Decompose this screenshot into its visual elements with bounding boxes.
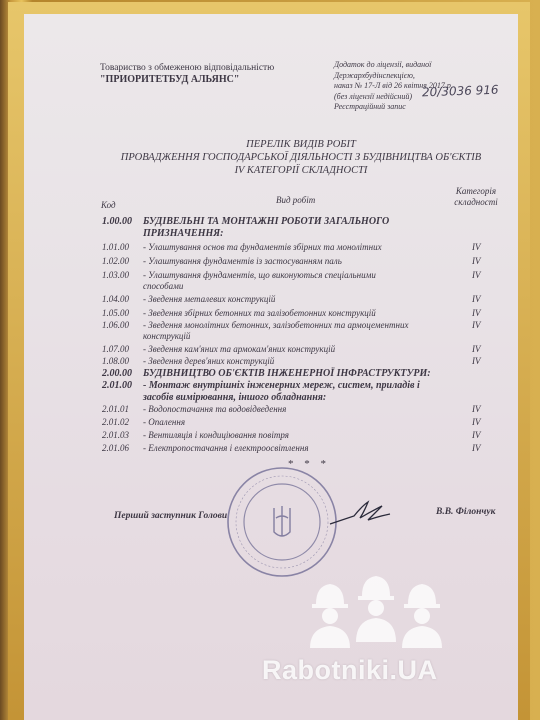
header-category: [446, 186, 506, 208]
row-text: БУДІВЕЛЬНІ ТА МОНТАЖНІ РОБОТИ ЗАГАЛЬНОГО ПРИЗНАЧЕННЯ:: [143, 216, 390, 239]
document-title: [106, 138, 496, 177]
row-code: 2.01.03: [102, 430, 129, 440]
row-text: - Улаштування фундаментів із застосуванням паль: [143, 256, 342, 266]
title-line3: IV КАТЕГОРІЇ СКЛАДНОСТІ: [234, 165, 368, 176]
row-category: IV: [472, 404, 481, 414]
row-code: 1.05.00: [102, 308, 129, 318]
row-text: - Улаштування фундаментів, що виконуються спеціальними способами: [143, 270, 376, 291]
row-category: IV: [472, 344, 481, 354]
row-code: 2.01.01: [102, 404, 129, 414]
addendum-line2: Держархбудінспекцією,: [334, 70, 415, 80]
signatory-name: В.В. Філончук: [436, 507, 496, 517]
signatory-title: Перший заступник Голови: [114, 511, 228, 521]
row-category: IV: [472, 270, 481, 280]
row-code: 2.00.00: [102, 368, 132, 379]
company-name: "ПРИОРИТЕТБУД АЛЬЯНС": [100, 74, 240, 85]
header-category-line2: складності: [454, 197, 498, 207]
row-code: 2.01.02: [102, 417, 129, 427]
row-code: 1.01.00: [102, 242, 129, 252]
row-code: 1.08.00: [102, 356, 129, 366]
row-text: - Зведення металевих конструкцій: [143, 294, 276, 304]
row-code: 1.00.00: [102, 216, 132, 227]
row-text: - Опалення: [143, 417, 186, 427]
header-code: Код: [101, 200, 116, 210]
row-text: - Вентиляція і кондиціювання повітря: [143, 430, 289, 440]
row-category: IV: [472, 242, 481, 252]
watermark-text: Rabotniki.UA: [262, 655, 438, 685]
row-category: IV: [472, 443, 481, 453]
record-number: 20/3036 916: [421, 82, 499, 100]
handwritten-signature: [324, 494, 394, 534]
row-category: IV: [472, 320, 481, 330]
row-code: 2.01.00: [102, 380, 132, 391]
row-code: 1.07.00: [102, 344, 129, 354]
company-block: [100, 62, 274, 86]
row-category: IV: [472, 430, 481, 440]
row-text: - Електропостачання і електроосвітлення: [143, 443, 309, 453]
row-text: - Водопостачання та водовідведення: [143, 404, 287, 414]
title-line2: ПРОВАДЖЕННЯ ГОСПОДАРСЬКОЇ ДІЯЛЬНОСТІ З БУДІВНИЦТВА ОБ'ЄКТІВ: [120, 152, 482, 163]
row-text: - Зведення дерев'яних конструкцій: [143, 356, 275, 366]
row-text: - Улаштування основ та фундаментів збірних та монолітних: [143, 242, 382, 252]
addendum-line5: Реєстраційний запис: [334, 102, 406, 111]
row-text: - Монтаж внутрішніх інженерних мереж, систем, приладів і засобів вимірювання, іншого обладнання:: [143, 380, 420, 403]
row-text: - Зведення збірних бетонних та залізобетонних конструкцій: [143, 308, 376, 318]
row-category: IV: [472, 256, 481, 266]
row-category: IV: [472, 294, 481, 304]
header-category-line1: Категорія: [455, 186, 497, 196]
row-text: - Зведення кам'яних та армокам'яних конструкцій: [143, 344, 336, 354]
addendum-line1: Додаток до ліцензії, виданої: [334, 60, 432, 69]
row-code: 1.02.00: [102, 256, 129, 266]
row-code: 1.06.00: [102, 320, 129, 330]
company-type: Товариство з обмеженою відповідальністю: [100, 63, 275, 73]
header-works: Вид робіт: [276, 195, 316, 205]
workers-watermark-icon: [286, 570, 466, 650]
row-text: - Зведення монолітних бетонних, залізобетонних та армоцементних конструкцій: [143, 320, 409, 341]
separator-stars: * * *: [288, 458, 330, 470]
row-code: 2.01.06: [102, 443, 129, 453]
row-code: 1.04.00: [102, 294, 129, 304]
row-code: 1.03.00: [102, 270, 129, 280]
row-category: IV: [472, 417, 481, 427]
title-line1: ПЕРЕЛІК ВИДІВ РОБІТ: [246, 139, 356, 150]
addendum-line3: наказ № 17-Л від 26 квітня 2017 р.: [334, 81, 453, 90]
row-text: БУДІВНИЦТВО ОБ'ЄКТІВ ІНЖЕНЕРНОЇ ІНФРАСТРУКТУРИ:: [143, 368, 431, 379]
addendum-line4: (без ліцензії недійсний): [334, 91, 413, 101]
row-category: IV: [472, 356, 481, 366]
row-category: IV: [472, 308, 481, 318]
